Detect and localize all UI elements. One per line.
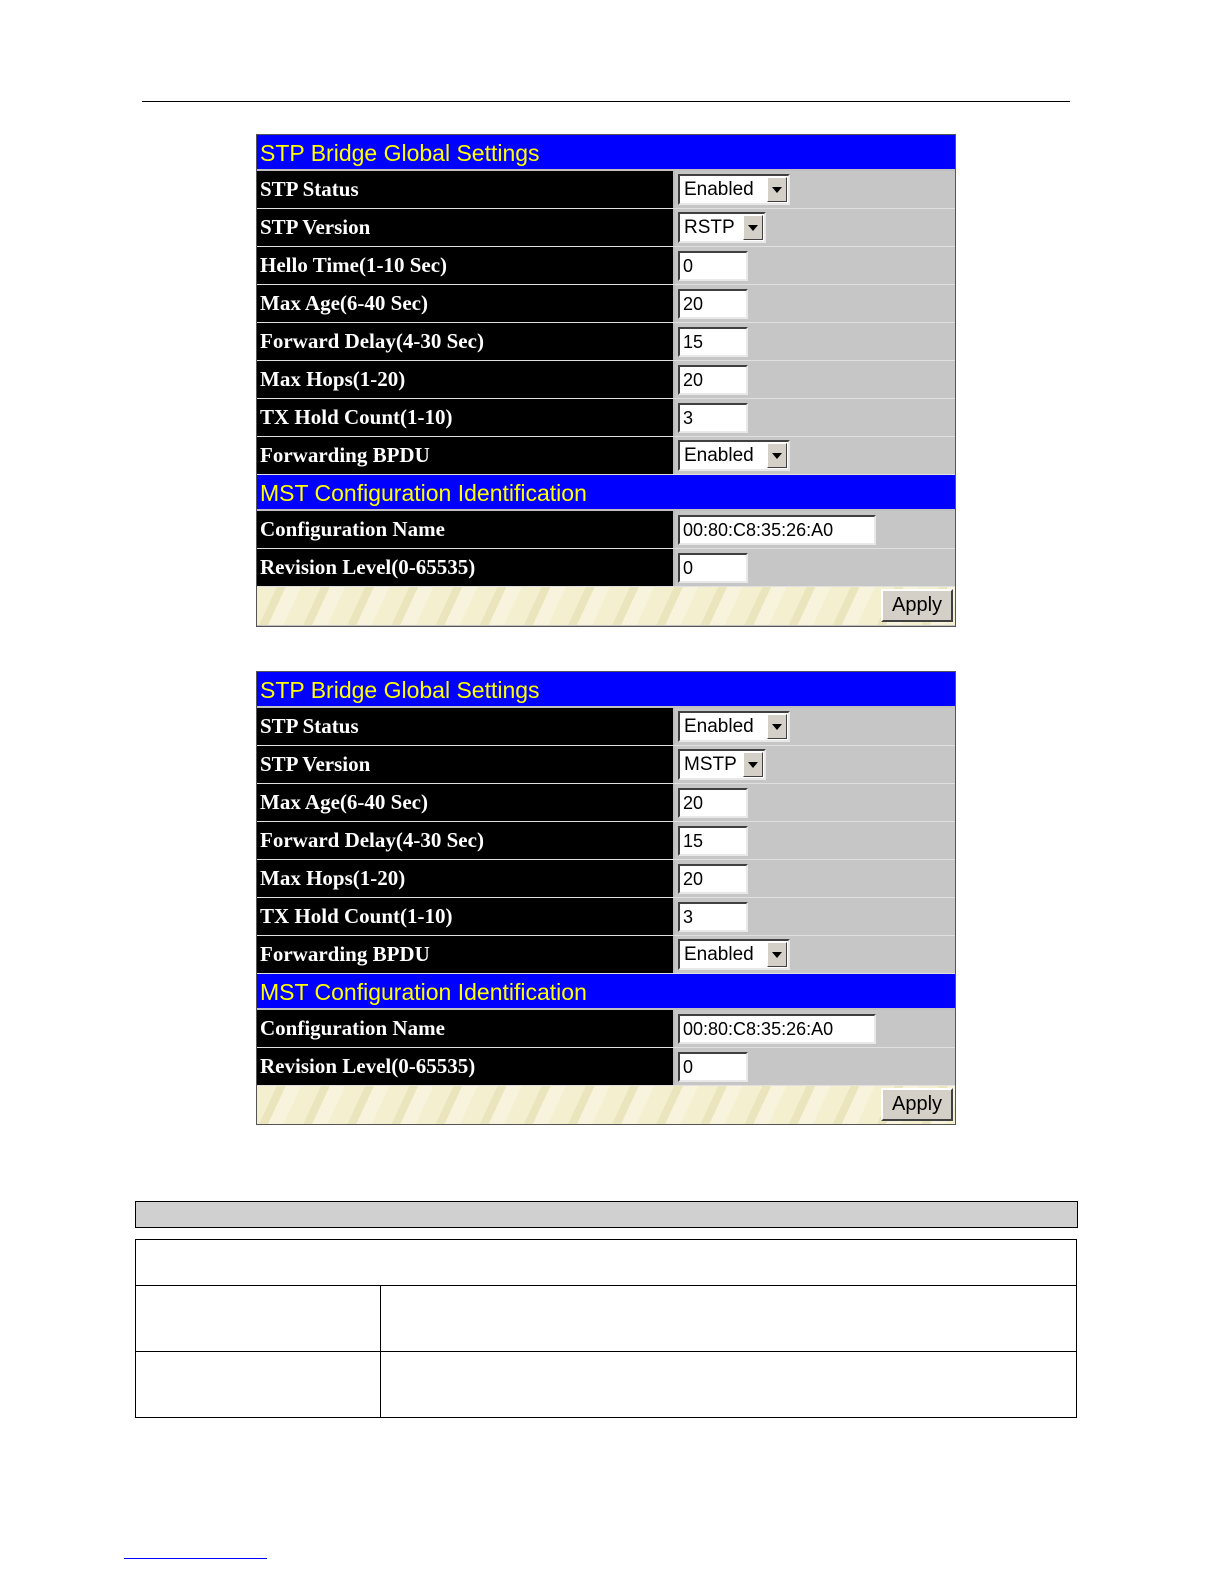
forwarding-bpdu-value: Enabled bbox=[684, 445, 754, 466]
forwarding-bpdu-row bbox=[257, 936, 955, 974]
revision-level-row bbox=[257, 1048, 955, 1086]
description-table bbox=[135, 1239, 1077, 1418]
forwarding-bpdu-label: Forwarding BPDU bbox=[257, 936, 675, 973]
hello-time-input[interactable]: 0 bbox=[678, 251, 748, 281]
apply-button[interactable]: Apply bbox=[881, 589, 953, 622]
max-age-row bbox=[257, 285, 955, 323]
stp-version-select[interactable] bbox=[678, 749, 766, 780]
table-cell bbox=[136, 1286, 381, 1352]
stp-status-label: STP Status bbox=[257, 708, 675, 745]
mst-section-title: MST Configuration Identification bbox=[257, 475, 955, 511]
stp-status-value: Enabled bbox=[684, 716, 754, 737]
stp-settings-panel-rstp bbox=[256, 134, 956, 627]
table-cell bbox=[381, 1286, 1077, 1352]
config-name-row bbox=[257, 511, 955, 549]
table-row bbox=[136, 1286, 1077, 1352]
max-age-row bbox=[257, 784, 955, 822]
panel-title: STP Bridge Global Settings bbox=[257, 672, 955, 708]
forward-delay-row bbox=[257, 323, 955, 361]
stp-version-value: RSTP bbox=[684, 217, 735, 238]
revision-level-label: Revision Level(0-65535) bbox=[257, 549, 675, 586]
config-name-label: Configuration Name bbox=[257, 511, 675, 548]
tx-hold-count-label: TX Hold Count(1-10) bbox=[257, 898, 675, 935]
tx-hold-count-label: TX Hold Count(1-10) bbox=[257, 399, 675, 436]
max-age-input[interactable]: 20 bbox=[678, 788, 748, 818]
hello-time-label: Hello Time(1-10 Sec) bbox=[257, 247, 675, 284]
stp-version-row bbox=[257, 746, 955, 784]
dropdown-arrow-icon[interactable] bbox=[743, 752, 763, 777]
table-row bbox=[136, 1352, 1077, 1418]
dropdown-arrow-icon[interactable] bbox=[767, 942, 787, 967]
stp-version-select[interactable] bbox=[678, 212, 766, 243]
tx-hold-count-input[interactable]: 3 bbox=[678, 403, 748, 433]
table-cell bbox=[136, 1352, 381, 1418]
footer-link-underline[interactable] bbox=[124, 1558, 267, 1559]
stp-version-label: STP Version bbox=[257, 746, 675, 783]
config-name-label: Configuration Name bbox=[257, 1010, 675, 1047]
stp-version-row bbox=[257, 209, 955, 247]
panel-footer bbox=[257, 1086, 955, 1124]
stp-status-label: STP Status bbox=[257, 171, 675, 208]
stp-version-label: STP Version bbox=[257, 209, 675, 246]
apply-button[interactable]: Apply bbox=[881, 1088, 953, 1121]
max-age-label: Max Age(6-40 Sec) bbox=[257, 285, 675, 322]
max-hops-input[interactable]: 20 bbox=[678, 864, 748, 894]
dropdown-arrow-icon[interactable] bbox=[767, 714, 787, 739]
dropdown-arrow-icon[interactable] bbox=[743, 215, 763, 240]
table-cell bbox=[136, 1240, 1077, 1286]
dropdown-arrow-icon[interactable] bbox=[767, 177, 787, 202]
stp-settings-panel-mstp bbox=[256, 671, 956, 1125]
forward-delay-input[interactable]: 15 bbox=[678, 826, 748, 856]
tx-hold-count-row bbox=[257, 399, 955, 437]
max-hops-row bbox=[257, 860, 955, 898]
table-row bbox=[136, 1240, 1077, 1286]
forward-delay-row bbox=[257, 822, 955, 860]
forward-delay-label: Forward Delay(4-30 Sec) bbox=[257, 822, 675, 859]
revision-level-input[interactable]: 0 bbox=[678, 1052, 748, 1082]
description-table-header bbox=[135, 1201, 1078, 1228]
max-age-label: Max Age(6-40 Sec) bbox=[257, 784, 675, 821]
stp-version-value: MSTP bbox=[684, 754, 737, 775]
forward-delay-input[interactable]: 15 bbox=[678, 327, 748, 357]
page-header-rule bbox=[142, 101, 1070, 102]
config-name-input[interactable]: 00:80:C8:35:26:A0 bbox=[678, 1014, 876, 1044]
stp-status-value: Enabled bbox=[684, 179, 754, 200]
revision-level-input[interactable]: 0 bbox=[678, 553, 748, 583]
mst-section-title: MST Configuration Identification bbox=[257, 974, 955, 1010]
stp-status-select[interactable] bbox=[678, 711, 790, 742]
max-hops-row bbox=[257, 361, 955, 399]
config-name-row bbox=[257, 1010, 955, 1048]
dropdown-arrow-icon[interactable] bbox=[767, 443, 787, 468]
stp-status-row bbox=[257, 171, 955, 209]
config-name-input[interactable]: 00:80:C8:35:26:A0 bbox=[678, 515, 876, 545]
table-cell bbox=[381, 1352, 1077, 1418]
stp-status-row bbox=[257, 708, 955, 746]
max-hops-label: Max Hops(1-20) bbox=[257, 860, 675, 897]
stp-status-select[interactable] bbox=[678, 174, 790, 205]
forwarding-bpdu-select[interactable] bbox=[678, 440, 790, 471]
tx-hold-count-input[interactable]: 3 bbox=[678, 902, 748, 932]
hello-time-row bbox=[257, 247, 955, 285]
max-hops-input[interactable]: 20 bbox=[678, 365, 748, 395]
panel-footer bbox=[257, 587, 955, 625]
revision-level-row bbox=[257, 549, 955, 587]
forwarding-bpdu-value: Enabled bbox=[684, 944, 754, 965]
forwarding-bpdu-row bbox=[257, 437, 955, 475]
panel-title: STP Bridge Global Settings bbox=[257, 135, 955, 171]
max-age-input[interactable]: 20 bbox=[678, 289, 748, 319]
max-hops-label: Max Hops(1-20) bbox=[257, 361, 675, 398]
tx-hold-count-row bbox=[257, 898, 955, 936]
forwarding-bpdu-select[interactable] bbox=[678, 939, 790, 970]
forward-delay-label: Forward Delay(4-30 Sec) bbox=[257, 323, 675, 360]
forwarding-bpdu-label: Forwarding BPDU bbox=[257, 437, 675, 474]
revision-level-label: Revision Level(0-65535) bbox=[257, 1048, 675, 1085]
